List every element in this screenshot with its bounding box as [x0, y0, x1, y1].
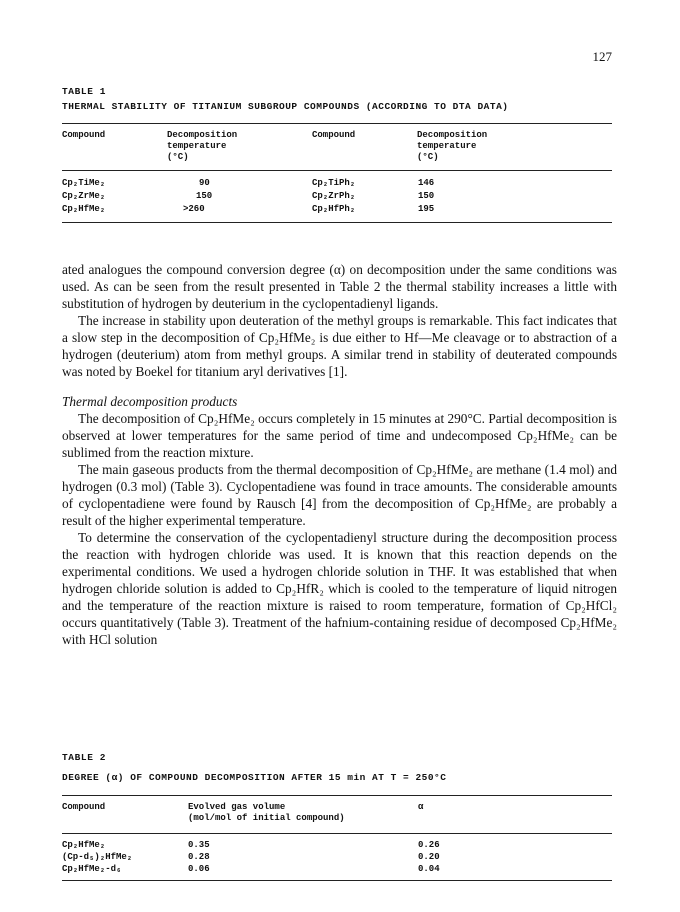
table-row: Cp₂TiPh₂ — [312, 178, 356, 188]
table-cell-gas: 0.06 — [188, 864, 210, 874]
paragraph: The increase in stability upon deuteration of the methyl groups is remarkable. This fact indicates that a slow step in the decomposition of Cp₂HfMe₂ is due either to Hf—Me cleavage or to abstraction of a hydrogen (deuterium) atom from methyl groups. A similar trend in stability of deuterated compounds was noted by Boekel for titanium aryl derivatives [1]. — [62, 313, 617, 379]
table-2-top-rule — [62, 795, 612, 796]
table-1-header-compound-left: Compound — [62, 130, 106, 140]
paragraph: To determine the conservation of the cyclopentadienyl structure during the decomposition process the reaction with hydrogen chloride was used. It is known that this reaction depends on the experimental conditions. We used a hydrogen chloride solution in THF. It was established that when hydrogen chloride solution is added to Cp₂HfR₂ which is cooled to the temperature of liquid nitrogen and the temperature of the reaction mixture is raised to room temperature, formation of Cp₂HfCl₂ occurs quantitatively (Table 3). Treatment of the hafnium-containing residue of decomposed Cp₂HfMe₂ with HCl solution — [62, 530, 617, 647]
table-1-label: TABLE 1 — [62, 86, 107, 97]
body-text — [62, 261, 617, 648]
table-1-header-decomp-right: Decomposition temperature (°C) — [417, 130, 488, 162]
table-cell-temp: 195 — [418, 204, 435, 214]
table-1-header-compound-right: Compound — [312, 130, 356, 140]
page-number: 127 — [592, 49, 612, 64]
table-2-bottom-rule — [62, 880, 612, 881]
table-row: Cp₂HfPh₂ — [312, 204, 356, 214]
table-1-header-decomp-left: Decomposition temperature (°C) — [167, 130, 238, 162]
table-2-header-compound: Compound — [62, 802, 106, 812]
table-cell-temp: >260 — [183, 204, 205, 214]
table-2-header-rule — [62, 833, 612, 834]
table-cell-temp: 90 — [199, 178, 210, 188]
table-row: Cp₂HfMe₂ — [62, 204, 106, 214]
section-heading: Thermal decomposition products — [62, 394, 238, 409]
table-cell-gas: 0.35 — [188, 840, 210, 850]
table-row: Cp₂ZrPh₂ — [312, 191, 356, 201]
table-cell-alpha: 0.26 — [418, 840, 440, 850]
table-1-title: THERMAL STABILITY OF TITANIUM SUBGROUP COMPOUNDS (ACCORDING TO DTA DATA) — [62, 101, 509, 112]
table-1-header-rule — [62, 170, 612, 171]
table-1-bottom-rule — [62, 222, 612, 223]
table-2-title: DEGREE (α) OF COMPOUND DECOMPOSITION AFTER 15 min AT T = 250°C — [62, 772, 447, 783]
table-row: (Cp-d₅)₂HfMe₂ — [62, 852, 133, 862]
table-row: Cp₂HfMe₂ — [62, 840, 106, 850]
paragraph: The decomposition of Cp₂HfMe₂ occurs completely in 15 minutes at 290°C. Partial decomposition is observed at lower temperatures for the same period of time and undecomposed Cp₂HfMe₂ can be sublimed from the reaction mixture. — [62, 411, 617, 460]
table-cell-temp: 150 — [418, 191, 435, 201]
table-cell-temp: 146 — [418, 178, 435, 188]
paragraph: The main gaseous products from the thermal decomposition of Cp₂HfMe₂ are methane (1.4 mol) and hydrogen (0.3 mol) (Table 3). Cyclopentadiene was found in trace amounts. The considerable amounts of cyclopentadiene were found by Rausch [4] from the decomposition of Cp₂HfMe₂ are probably a result of the higher experimental temperature. — [62, 462, 617, 528]
table-cell-alpha: 0.04 — [418, 864, 440, 874]
table-row: Cp₂ZrMe₂ — [62, 191, 106, 201]
table-2-header-alpha: α — [418, 802, 424, 812]
table-1-top-rule — [62, 123, 612, 124]
table-cell-alpha: 0.20 — [418, 852, 440, 862]
table-row: Cp₂TiMe₂ — [62, 178, 106, 188]
table-row: Cp₂HfMe₂-d₆ — [62, 864, 122, 874]
table-2-label: TABLE 2 — [62, 752, 107, 763]
table-cell-gas: 0.28 — [188, 852, 210, 862]
paragraph: ated analogues the compound conversion degree (α) on decomposition under the same conditions was used. As can be seen from the result presented in Table 2 the thermal stability increases a little with substitution of hydrogen by deuterium in the cyclopentadienyl ligands. — [62, 262, 617, 311]
table-2-header-gas: Evolved gas volume (mol/mol of initial compound) — [188, 802, 345, 823]
table-cell-temp: 150 — [196, 191, 213, 201]
